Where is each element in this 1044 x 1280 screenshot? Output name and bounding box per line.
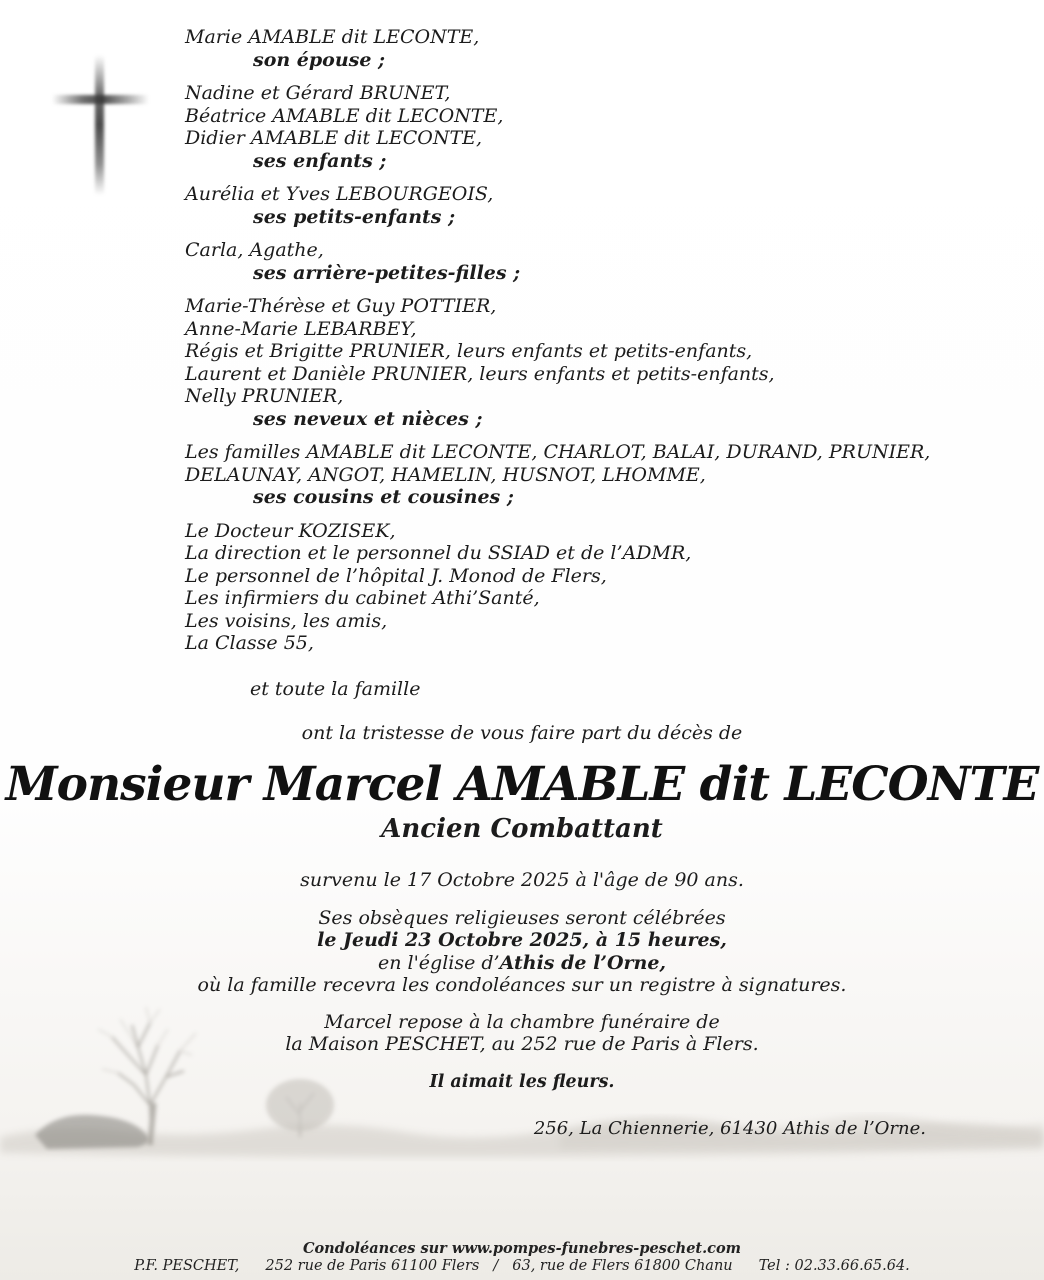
family-line: Le Docteur KOZISEK, <box>185 519 396 542</box>
family-line: Régis et Brigitte PRUNIER, leurs enfants et petits-enfants, <box>185 340 753 362</box>
death-date-line: survenu le 17 Octobre 2025 à l'âge de 90 ans. <box>300 869 744 891</box>
condolences-website-line: Condoléances sur www.pompes-funebres-peschet.com <box>302 1240 742 1257</box>
and-all-family-line: et toute la famille <box>250 677 421 700</box>
family-group <box>0 441 1044 509</box>
funeral-home-contact-line <box>0 1258 1044 1275</box>
funeral-home-address-2: 63, rue de Flers 61800 Chanu <box>512 1257 733 1274</box>
repose-line: Marcel repose à la chambre funéraire de <box>324 1010 720 1033</box>
family-line: Marie AMABLE dit LECONTE, <box>185 26 480 48</box>
repose-details <box>0 1011 1044 1056</box>
family-line: Anne-Marie LEBARBEY, <box>185 317 417 340</box>
deceased-name: Monsieur Marcel AMABLE dit LECONTE <box>5 757 1039 812</box>
family-line: Béatrice AMABLE dit LECONTE, <box>185 104 504 127</box>
family-group <box>0 520 1044 655</box>
relation-label: ses neveux et nièces ; <box>253 407 483 430</box>
announcement-intro: ont la tristesse de vous faire part du décès de <box>301 721 743 744</box>
ceremony-church-line <box>0 952 1044 975</box>
relation-label: ses arrière-petites-filles ; <box>253 261 521 284</box>
family-group <box>0 239 1044 284</box>
relation-label: ses cousins et cousines ; <box>253 486 514 508</box>
family-line: DELAUNAY, ANGOT, HAMELIN, HUSNOT, LHOMME, <box>185 463 706 486</box>
family-line: Nadine et Gérard BRUNET, <box>185 82 451 104</box>
family-group <box>0 295 1044 430</box>
relation-label: ses enfants ; <box>253 149 387 172</box>
family-line: Didier AMABLE dit LECONTE, <box>185 127 483 149</box>
family-group <box>0 26 1044 71</box>
family-group <box>0 183 1044 228</box>
ceremony-register-line: où la famille recevra les condoléances sur un registre à signatures. <box>197 974 847 996</box>
family-line: La Classe 55, <box>185 632 314 654</box>
family-line: Laurent et Danièle PRUNIER, leurs enfants et petits-enfants, <box>185 362 775 385</box>
funeral-home-address-1: 252 rue de Paris 61100 Flers <box>265 1257 480 1274</box>
family-line: Le personnel de l’hôpital J. Monod de Flers, <box>185 564 607 587</box>
family-line: Nelly PRUNIER, <box>185 385 344 407</box>
church-prefix: en l'église d’ <box>377 951 500 974</box>
family-line: Les voisins, les amis, <box>185 609 388 632</box>
relation-label: son épouse ; <box>253 48 386 71</box>
family-line: Les infirmiers du cabinet Athi’Santé, <box>185 587 540 609</box>
ceremony-date-line: le Jeudi 23 Octobre 2025, à 15 heures, <box>317 929 727 951</box>
family-address: 256, La Chiennerie, 61430 Athis de l’Orne. <box>533 1118 926 1139</box>
ceremony-line: Ses obsèques religieuses seront célébrées <box>318 906 726 929</box>
address-separator: / <box>493 1257 499 1274</box>
funeral-home-name: P.F. PESCHET, <box>134 1257 240 1274</box>
deceased-honorific: Ancien Combattant <box>381 814 663 844</box>
funeral-home-footer <box>0 1241 1044 1274</box>
family-line: Carla, Agathe, <box>185 239 324 261</box>
relation-label: ses petits-enfants ; <box>253 205 456 228</box>
church-name: Athis de l’Orne, <box>499 951 667 974</box>
repose-line: la Maison PESCHET, au 252 rue de Paris à Flers. <box>285 1033 759 1055</box>
family-line: Aurélia et Yves LEBOURGEOIS, <box>185 183 494 205</box>
funeral-home-phone: Tel : 02.33.66.65.64. <box>758 1257 910 1274</box>
family-group <box>0 82 1044 172</box>
family-line: Marie-Thérèse et Guy POTTIER, <box>185 295 497 317</box>
flowers-note: Il aimait les fleurs. <box>429 1071 615 1092</box>
family-line: Les familles AMABLE dit LECONTE, CHARLOT, BALAI, DURAND, PRUNIER, <box>185 441 931 463</box>
family-line: La direction et le personnel du SSIAD et de l’ADMR, <box>185 542 692 564</box>
ceremony-details <box>0 907 1044 997</box>
